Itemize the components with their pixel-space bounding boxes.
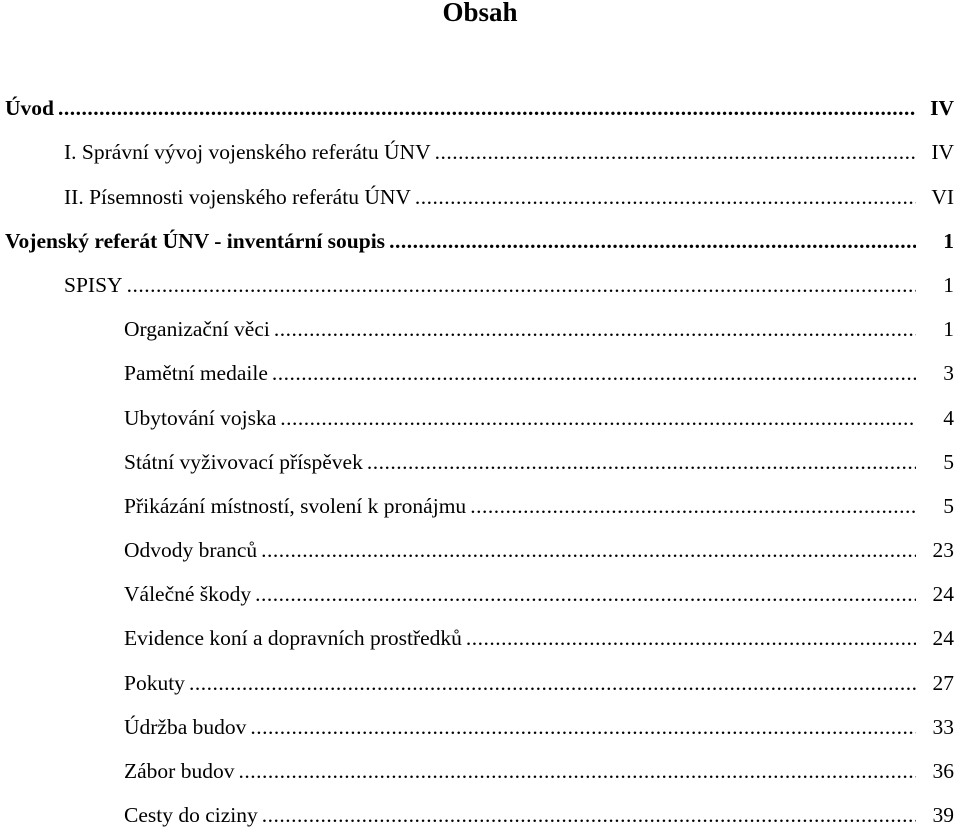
toc-entry xyxy=(0,299,960,343)
toc-entry-page: IV xyxy=(930,96,954,121)
toc-leader-dots xyxy=(261,536,916,564)
toc-entry-label: II. Písemnosti vojenského referátu ÚNV xyxy=(64,184,411,209)
toc-entry-page: 1 xyxy=(943,228,954,253)
toc-entry-page: 3 xyxy=(943,361,954,386)
toc-entry xyxy=(0,255,960,299)
toc-entry xyxy=(0,520,960,564)
toc-entry-page: VI xyxy=(931,184,954,209)
toc-entry-label: Cesty do ciziny xyxy=(124,803,258,828)
toc-entry-label: Přikázání místností, svolení k pronájmu xyxy=(124,493,467,518)
toc-entry-page: 4 xyxy=(943,405,954,430)
toc-leader-dots xyxy=(367,448,916,476)
toc-entry xyxy=(0,432,960,476)
toc-entry-page: 23 xyxy=(932,538,954,563)
toc-entry-label: I. Správní vývoj vojenského referátu ÚNV xyxy=(64,140,431,165)
toc-leader-dots xyxy=(435,138,916,166)
toc-leader-dots xyxy=(58,94,916,122)
toc-entry-label: Ubytování vojska xyxy=(124,405,277,430)
toc-entry-label: Pamětní medaile xyxy=(124,361,268,386)
toc-leader-dots xyxy=(272,359,916,387)
toc-entry-label: Organizační věci xyxy=(124,317,270,342)
table-of-contents xyxy=(0,78,960,829)
toc-leader-dots xyxy=(255,580,916,608)
toc-leader-dots xyxy=(189,669,916,697)
toc-leader-dots xyxy=(274,315,916,343)
toc-entry-page: 39 xyxy=(932,803,954,828)
toc-entry-label: Evidence koní a dopravních prostředků xyxy=(124,626,462,651)
toc-leader-dots xyxy=(280,404,916,432)
toc-entry-label: SPISY xyxy=(64,272,123,297)
toc-leader-dots xyxy=(250,713,916,741)
toc-entry-label: Vojenský referát ÚNV - inventární soupis xyxy=(5,228,386,253)
toc-entry xyxy=(0,564,960,608)
toc-entry xyxy=(0,785,960,829)
toc-entry-label: Odvody branců xyxy=(124,538,258,563)
toc-entry xyxy=(0,476,960,520)
toc-entry xyxy=(0,122,960,166)
toc-entry-page: 27 xyxy=(932,670,954,695)
toc-entry-page: 1 xyxy=(943,272,954,297)
toc-entry-page: 5 xyxy=(943,449,954,474)
toc-entry xyxy=(0,697,960,741)
toc-entry-page: 1 xyxy=(943,317,954,342)
toc-leader-dots xyxy=(127,271,916,299)
page-title: Obsah xyxy=(442,0,518,27)
toc-leader-dots xyxy=(389,227,916,255)
toc-entry xyxy=(0,608,960,652)
toc-entry-label: Státní vyživovací příspěvek xyxy=(124,449,363,474)
toc-entry xyxy=(0,741,960,785)
toc-entry xyxy=(0,166,960,210)
toc-leader-dots xyxy=(415,183,916,211)
toc-entry-label: Válečné škody xyxy=(124,582,252,607)
toc-entry-page: 5 xyxy=(943,493,954,518)
toc-leader-dots xyxy=(466,624,916,652)
toc-entry-label: Pokuty xyxy=(124,670,185,695)
toc-entry-label: Údržba budov xyxy=(124,714,247,739)
toc-entry-page: 36 xyxy=(932,759,954,783)
toc-entry-page: 33 xyxy=(932,714,954,739)
toc-entry-page: IV xyxy=(931,140,954,165)
toc-entry-page: 24 xyxy=(932,582,954,607)
toc-entry-label: Zábor budov xyxy=(124,759,235,783)
toc-entry-label: Úvod xyxy=(5,96,54,121)
toc-entry xyxy=(0,211,960,255)
toc-leader-dots xyxy=(262,801,916,829)
toc-entry-page: 24 xyxy=(932,626,954,651)
toc-entry xyxy=(0,78,960,122)
toc-entry xyxy=(0,343,960,387)
toc-leader-dots xyxy=(470,492,916,520)
toc-entry xyxy=(0,652,960,696)
toc-leader-dots xyxy=(238,757,916,785)
toc-entry xyxy=(0,387,960,431)
